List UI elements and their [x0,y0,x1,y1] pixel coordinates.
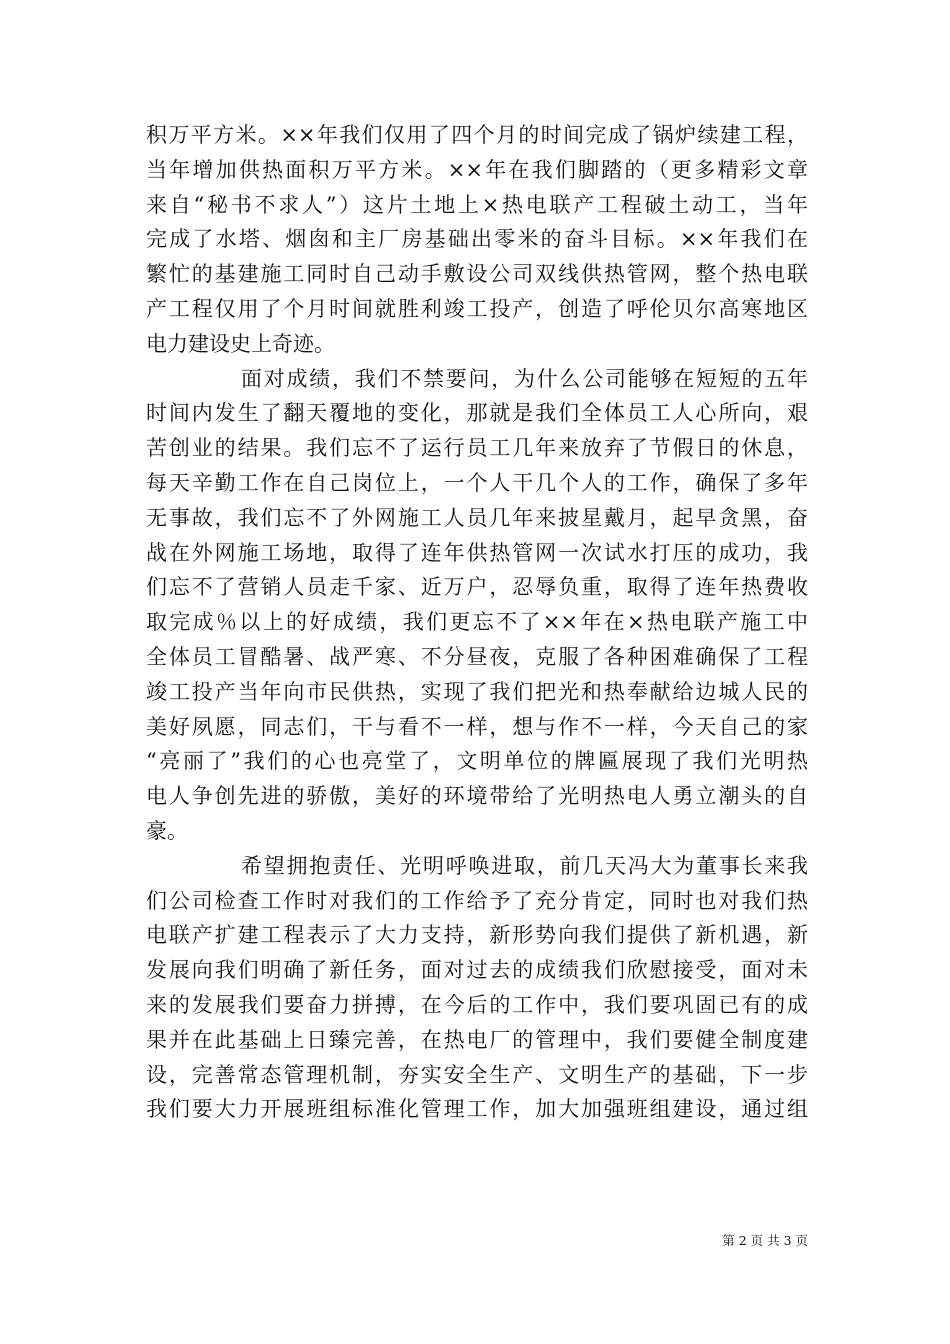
text-line: 竣工投产当年向市民供热，实现了我们把光和热奉献给边城人民的 [146,679,808,704]
text-line: 来自“秘书不求人”）这片土地上×热电联产工程破土动工，当年 [146,192,808,217]
text-line: 完成了水塔、烟囱和主厂房基础出零米的奋斗目标。××年我们在 [146,227,808,252]
text-line: “亮丽了”我们的心也亮堂了，文明单位的牌匾展现了我们光明热 [146,749,808,774]
text-line: 积万平方米。××年我们仅用了四个月的时间完成了锅炉续建工程， [146,123,808,147]
text-line: 战在外网施工场地，取得了连年供热管网一次试水打压的成功，我 [146,540,808,565]
text-line: 电人争创先进的骄傲，美好的环境带给了光明热电人勇立潮头的自 [146,784,808,809]
text-line: 来的发展我们要奋力拼搏，在今后的工作中，我们要巩固已有的成 [146,992,808,1017]
page-number: 第 2 页 共 3 页 [722,1233,808,1248]
text-line: 电联产扩建工程表示了大力支持，新形势向我们提供了新机遇，新 [146,923,808,948]
text-line: 美好夙愿，同志们，干与看不一样，想与作不一样，今天自己的家 [146,714,808,739]
text-line: 繁忙的基建施工同时自己动手敷设公司双线供热管网，整个热电联 [146,262,808,287]
text-line: 产工程仅用了个月时间就胜利竣工投产，创造了呼伦贝尔高寒地区 [146,296,808,321]
text-line: 我们要大力开展班组标准化管理工作，加大加强班组建设，通过组 [146,1097,808,1122]
text-line: 无事故，我们忘不了外网施工人员几年来披星戴月，起早贪黑，奋 [146,505,808,530]
text-line: 果并在此基础上日臻完善，在热电厂的管理中，我们要健全制度建 [146,1027,808,1052]
text-line: 当年增加供热面积万平方米。××年在我们脚踏的（更多精彩文章 [146,157,808,182]
text-line: 全体员工冒酷暑、战严寒、不分昼夜，克服了各种困难确保了工程 [146,644,808,669]
text-line: 时间内发生了翻天覆地的变化，那就是我们全体员工人心所向，艰 [146,401,808,426]
text-line: 设，完善常态管理机制，夯实安全生产、文明生产的基础，下一步 [146,1062,808,1087]
text-line: 面对成绩，我们不禁要问，为什么公司能够在短短的五年 [241,366,808,391]
text-line: 希望拥抱责任、光明呼唤进取，前几天冯大为董事长来我 [241,853,808,878]
text-line: 每天辛勤工作在自己岗位上，一个人干几个人的工作，确保了多年 [146,470,808,495]
text-line: 发展向我们明确了新任务，面对过去的成绩我们欣慰接受，面对未 [146,958,808,983]
paragraph [146,362,808,849]
text-line: 苦创业的结果。我们忘不了运行员工几年来放弃了节假日的休息， [146,436,808,461]
paragraph [146,118,808,362]
text-line: 豪。 [146,818,188,843]
text-line: 电力建设史上奇迹。 [146,331,335,356]
text-line: 取完成％以上的好成绩，我们更忘不了××年在×热电联产施工中 [146,610,808,635]
paragraph [146,849,808,1127]
text-line: 们忘不了营销人员走千家、近万户，忍辱负重，取得了连年热费收 [146,575,808,600]
text-line: 们公司检查工作时对我们的工作给予了充分肯定，同时也对我们热 [146,888,808,913]
document-body [146,118,808,1127]
